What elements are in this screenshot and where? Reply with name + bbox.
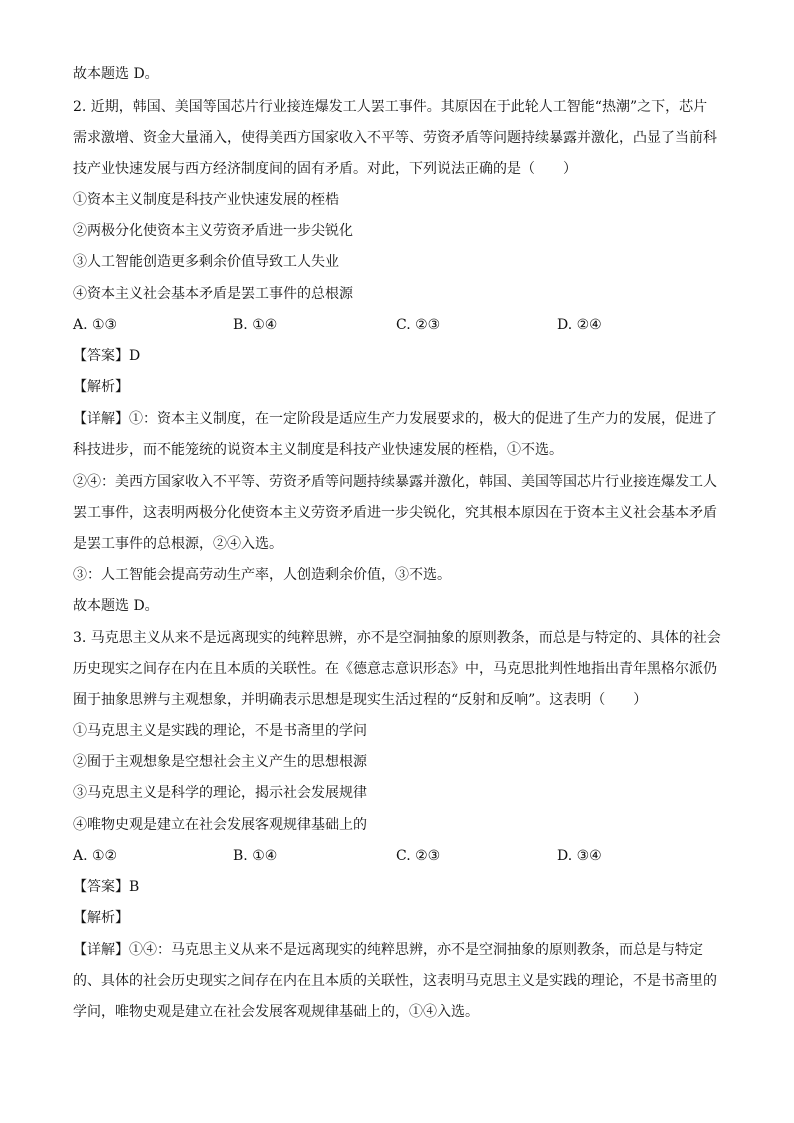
question-3-detail-line-3: 学问，唯物史观是建立在社会发展客观规律基础上的，①④入选。 <box>73 1004 479 1020</box>
question-2-option-b: B. ①④ <box>233 317 278 333</box>
question-2-stem-line-3: 技产业快速发展与西方经济制度间的固有矛盾。对此，下列说法正确的是（ ） <box>73 161 577 177</box>
question-2-detail-line-5: 是罢工事件的总根源，②④入选。 <box>73 536 283 552</box>
question-3-stem-line-1: 3. 马克思主义从来不是远离现实的纯粹思辨，亦不是空洞抽象的原则教条，而总是与特定的、具体的社会 <box>73 630 721 646</box>
question-2-answer: 【答案】D <box>73 348 141 364</box>
question-2-statement-1: ①资本主义制度是科技产业快速发展的桎梏 <box>73 192 339 208</box>
question-3-option-b: B. ①④ <box>233 848 278 864</box>
question-3-option-c: C. ②③ <box>396 848 441 864</box>
question-2-detail-line-6: ③：人工智能会提高劳动生产率，人创造剩余价值，③不选。 <box>73 567 451 583</box>
question-3-detail-line-2: 的、具体的社会历史现实之间存在内在且本质的关联性，这表明马克思主义是实践的理论，不是书斋里的 <box>73 973 717 989</box>
answer-conclusion: 故本题选 D。 <box>73 66 159 82</box>
question-2-statement-2: ②两极分化使资本主义劳资矛盾进一步尖锐化 <box>73 223 353 239</box>
question-3-stem-line-2: 历史现实之间存在内在且本质的关联性。在《德意志意识形态》中，马克思批判性地指出青年黑格尔派仍 <box>73 661 717 677</box>
question-2-detail-line-4: 罢工事件，这表明两极分化使资本主义劳资矛盾进一步尖锐化，究其根本原因在于资本主义社会基本矛盾 <box>73 505 717 521</box>
question-2-detail-line-1: 【详解】①：资本主义制度，在一定阶段是适应生产力发展要求的，极大的促进了生产力的发展，促进了 <box>73 411 717 427</box>
question-2-option-d: D. ②④ <box>557 317 602 333</box>
question-3-stem-line-3: 囿于抽象思辨与主观想象，并明确表示思想是现实生活过程的“反射和反响”。这表明（ ） <box>73 692 648 708</box>
question-3-statement-1: ①马克思主义是实践的理论，不是书斋里的学问 <box>73 723 367 739</box>
question-2-statement-3: ③人工智能创造更多剩余价值导致工人失业 <box>73 254 339 270</box>
question-2-detail-line-2: 科技进步，而不能笼统的说资本主义制度是科技产业快速发展的桎梏，①不选。 <box>73 442 563 458</box>
question-3-statement-4: ④唯物史观是建立在社会发展客观规律基础上的 <box>73 817 367 833</box>
question-2-detail-line-3: ②④：美西方国家收入不平等、劳资矛盾等问题持续暴露并激化，韩国、美国等国芯片行业接连爆发工人 <box>73 474 717 490</box>
question-3-option-a: A. ①② <box>73 848 118 864</box>
question-3-answer: 【答案】B <box>73 879 140 895</box>
question-3-statement-2: ②囿于主观想象是空想社会主义产生的思想根源 <box>73 754 367 770</box>
question-2-stem-line-1: 2. 近期，韩国、美国等国芯片行业接连爆发工人罢工事件。其原因在于此轮人工智能“热潮”之下，芯片 <box>73 99 708 115</box>
answer-conclusion-2: 故本题选 D。 <box>73 598 159 614</box>
question-2-option-c: C. ②③ <box>396 317 441 333</box>
question-3-analysis-label: 【解析】 <box>73 910 129 926</box>
question-2-statement-4: ④资本主义社会基本矛盾是罢工事件的总根源 <box>73 286 353 302</box>
question-3-detail-line-1: 【详解】①④：马克思主义从来不是远离现实的纯粹思辨，亦不是空洞抽象的原则教条，而总是与特定 <box>73 942 703 958</box>
question-3-statement-3: ③马克思主义是科学的理论，揭示社会发展规律 <box>73 785 367 801</box>
question-2-analysis-label: 【解析】 <box>73 379 129 395</box>
question-2-stem-line-2: 需求激增、资金大量涌入，使得美西方国家收入不平等、劳资矛盾等问题持续暴露并激化，凸显了当前科 <box>73 130 717 146</box>
question-3-option-d: D. ③④ <box>557 848 602 864</box>
question-2-option-a: A. ①③ <box>73 317 118 333</box>
